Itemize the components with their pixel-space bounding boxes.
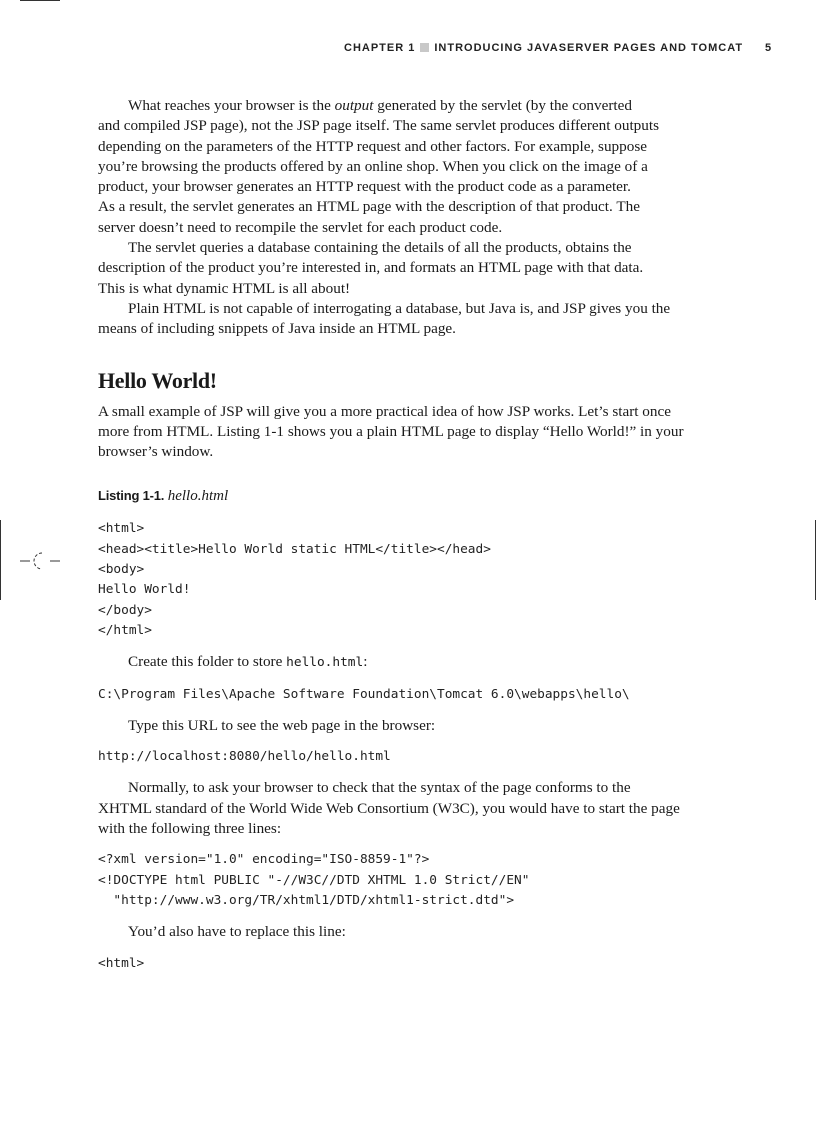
crop-mark-left [0,520,1,600]
separator-square-icon [420,43,429,52]
chapter-title: INTRODUCING JAVASERVER PAGES AND TOMCAT [434,42,744,54]
section-heading-hello-world: Hello World! [98,367,217,393]
running-head [344,42,743,54]
code-html-tag: <html> [98,955,145,971]
code-folder-path: C:\Program Files\Apache Software Foundation\Tomcat 6.0\webapps\hello\ [98,686,630,702]
chapter-label: CHAPTER 1 [344,42,416,54]
paragraph-small-example: A small example of JSP will give you a more practical idea of how JSP works. Let’s start once more from HTML. Listing 1-1 shows you a plain HTML page to display “Hello World!” in your browser’s window. [98,402,684,461]
paragraph-plain-html: Plain HTML is not capable of interrogating a database, but Java is, and JSP gives you the means of including snippets of Java inside an HTML page. [98,299,671,338]
paragraph-xhtml-standard: Normally, to ask your browser to check that the syntax of the page conforms to the XHTML standard of the World Wide Web Consortium (W3C), you would have to start the page with the following three lines: [98,779,680,838]
paragraph-type-url: Type this URL to see the web page in the browser: [128,716,436,734]
page-body [98,96,718,974]
paragraph-create-folder: Create this folder to store hello.html: [128,653,368,671]
listing-label: Listing 1-1. [98,488,165,504]
listing-filename: hello.html [167,488,229,505]
listing-caption [98,488,718,505]
paragraph-replace-line: You’d also have to replace this line: [128,923,346,941]
code-xhtml-header: <?xml version="1.0" encoding="ISO-8859-1"?> <!DOCTYPE html PUBLIC "-//W3C//DTD XHTML 1.0 Strict//EN" "http://www.w3.org/TR/xhtml1/DTD/xhtml1-strict.dtd"> [98,852,530,908]
code-url: http://localhost:8080/hello/hello.html [98,749,391,765]
registration-mark-icon [18,549,62,573]
inline-code-filename: hello.html [286,655,364,671]
page-number: 5 [765,42,772,54]
code-listing-hello-html: <html> <head><title>Hello World static HTML</title></head> <body> Hello World! </body> </html> [98,521,491,638]
paragraph-output-explanation: What reaches your browser is the output generated by the servlet (by the converted and compiled JSP page), not the JSP page itself. The same servlet produces different outputs depending on the parameters of the HTTP request and other factors. For example, suppose you’re browsing the products offered by an online shop. When you click on the image of a product, your browser generates an HTTP request with the product code as a parameter. As a result, the servlet generates an HTML page with the description of that product. The server doesn’t need to recompile the servlet for each product code. [98,97,659,236]
emphasis-output: output [334,97,374,114]
crop-mark-top [20,0,60,1]
paragraph-servlet-queries: The servlet queries a database containing the details of all the products, obtains the description of the product you’re interested in, and formats an HTML page with that data. This is what dynamic HTML is all about! [98,239,644,297]
